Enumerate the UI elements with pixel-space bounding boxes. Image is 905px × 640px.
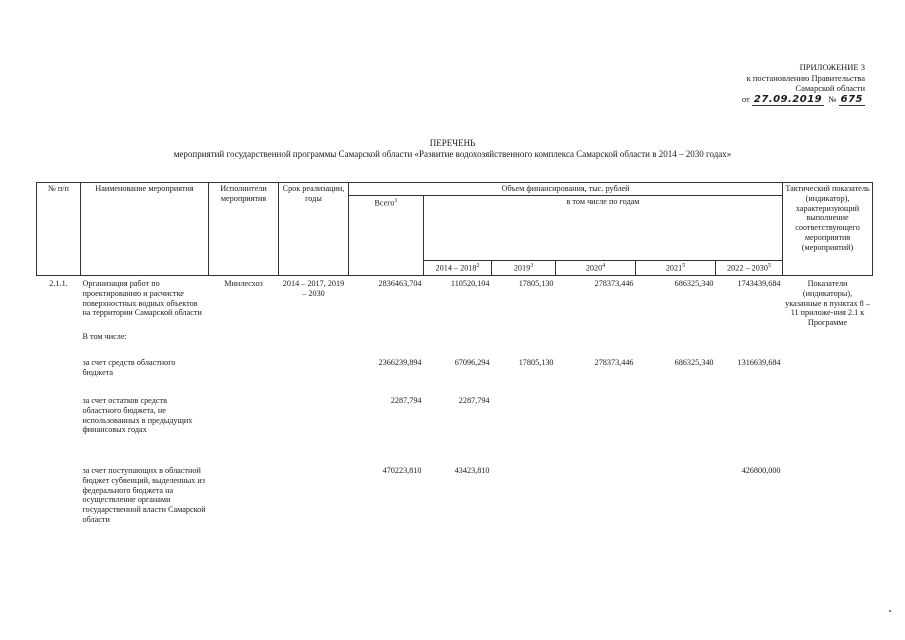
scan-speck <box>889 610 891 612</box>
header-term: Срок реализации, годы <box>279 183 349 276</box>
header-y2: 2019$^3$ <box>492 261 556 276</box>
header-y1: 2014 – 2018$^2$ <box>424 261 492 276</box>
header-y3: 2020$^4$ <box>556 261 636 276</box>
appendix-date-line <box>742 94 865 106</box>
header-funding: Объем финансирования, тыс. рублей <box>349 183 783 196</box>
cell-y3: 278373,446 <box>594 279 634 288</box>
cell-y5: 426800,000 <box>741 465 781 475</box>
cell-y2: 17805,130 <box>518 357 554 367</box>
title-heading: ПЕРЕЧЕНЬ <box>429 138 476 148</box>
table-row <box>37 350 873 388</box>
header-incl: в том числе по годам <box>424 195 783 261</box>
table-row <box>37 276 873 328</box>
header-num: № п/п <box>37 183 81 276</box>
header-indicator: Тактический показатель (индикатор), характеризующий выполнение соответствующего мероприятия (мероприятий) <box>783 183 873 276</box>
appendix-region: Самарской области <box>795 83 865 93</box>
decree-number: 675 <box>840 93 863 105</box>
cell-name: В том числе: <box>82 331 127 341</box>
cell-exec: Минлесхоз <box>224 279 263 288</box>
cell-name: за счет поступающих в областной бюджет субвенций, выделенных из федерального бюджета на осуществление органами государственной власти Самарской области <box>82 465 206 524</box>
cell-term: 2014 – 2017, 2019 – 2030 <box>282 279 345 298</box>
date-prefix: от <box>741 93 750 104</box>
cell-y1: 67096,294 <box>454 357 490 367</box>
measures-table <box>36 182 873 525</box>
cell-total: 2366239,894 <box>378 357 422 367</box>
cell-y4: 686325,340 <box>674 279 714 288</box>
cell-y5: 1743439,684 <box>737 279 781 288</box>
table-row <box>37 328 873 350</box>
cell-name: за счет средств областного бюджета <box>82 357 176 377</box>
cell-y1: 43423,810 <box>454 465 490 475</box>
cell-name: Организация работ по проектированию и расчистке поверхностных водных объектов на территории Самарской области <box>82 279 202 318</box>
table-row <box>37 388 873 454</box>
cell-y1: 110520,104 <box>450 279 490 288</box>
document-title <box>0 138 905 160</box>
appendix-decree: к постановлению Правительства <box>746 72 865 83</box>
title-subheading: мероприятий государственной программы Самарской области «Развитие водохозяйственного комплекса Самарской области в 2014 – 2030 годах» <box>173 149 732 159</box>
cell-total: 470223,810 <box>382 465 422 475</box>
decree-date: 27.09.2019 <box>753 93 823 105</box>
header-y5: 2022 – 2030$^5$ <box>716 261 783 276</box>
number-prefix: № <box>828 93 837 104</box>
cell-total: 2287,794 <box>390 395 422 405</box>
cell-total: 2836463,704 <box>378 279 422 288</box>
cell-y5: 1316639,684 <box>737 357 781 367</box>
cell-num: 2.1.1. <box>49 279 68 288</box>
cell-y2: 17805,130 <box>518 279 554 288</box>
header-exec: Исполнители мероприятия <box>209 183 279 276</box>
cell-y3: 278373,446 <box>594 357 634 367</box>
appendix-title: ПРИЛОЖЕНИЕ 3 <box>799 62 865 72</box>
table-row <box>37 454 873 525</box>
cell-name: за счет остатков средств областного бюджета, не использованных в предыдущих финансовых годах <box>82 395 193 435</box>
cell-y1: 2287,794 <box>458 395 490 405</box>
cell-y4: 686325,340 <box>674 357 714 367</box>
header-y4: 2021$^5$ <box>636 261 716 276</box>
header-name: Наименование мероприятия <box>81 183 209 276</box>
appendix-block <box>742 62 865 105</box>
header-total: Всего$^1$ <box>349 195 424 275</box>
cell-indicator: Показатели (индикаторы), указанные в пунктах 8 – 11 приложе-ния 2.1 к Программе <box>785 279 870 328</box>
